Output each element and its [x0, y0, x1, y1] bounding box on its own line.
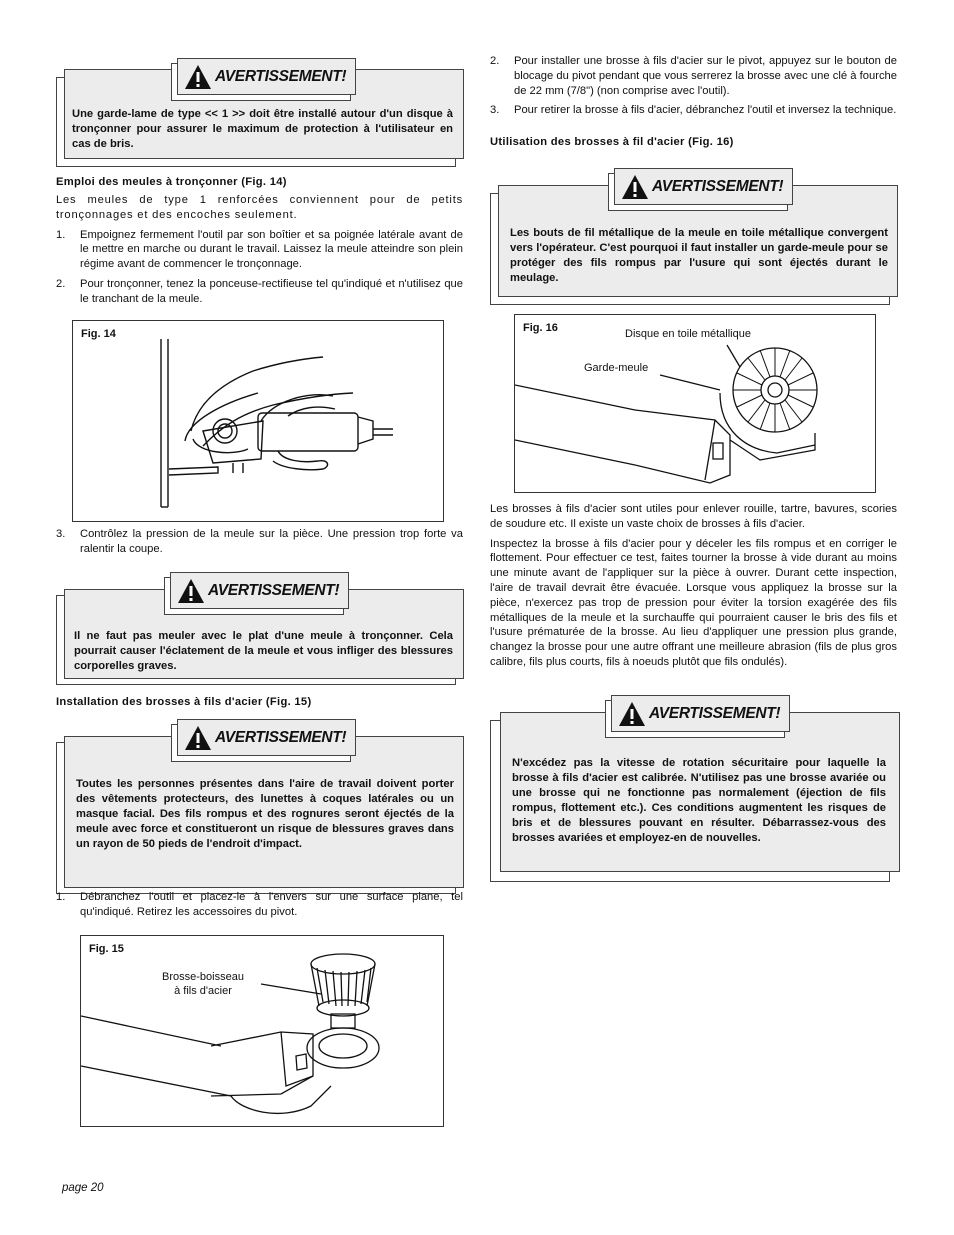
cutoff-grinding-illustration	[73, 321, 443, 521]
figure-label: Fig. 15	[89, 943, 124, 955]
warning-title: AVERTISSEMENT!	[208, 581, 340, 599]
warning-title: AVERTISSEMENT!	[652, 177, 784, 195]
warning-text: Il ne faut pas meuler avec le plat d'une meule à tronçonner. Cela pourrait causer l'éclatement de la meule et vous infliger des blessures corporelles graves.	[74, 630, 453, 672]
figure-14	[72, 320, 444, 522]
page-number: page 20	[62, 1182, 104, 1194]
section-heading-cutoff: Emploi des meules à tronçonner (Fig. 14)	[56, 176, 287, 188]
figure-label: Fig. 16	[523, 322, 558, 334]
figure-label: Fig. 14	[81, 328, 116, 340]
list-item: 2. Pour installer une brosse à fils d'acier sur le pivot, appuyez sur le bouton de blocage du pivot pendant que vous serrerez la brosse avec une clé à fourche de 22 mm (7/8") (non comprise avec l'outil).	[490, 55, 897, 97]
warning-triangle-icon	[184, 725, 212, 751]
list-item: 2. Pour tronçonner, tenez la ponceuse-rectifieuse tel qu'indiqué et n'utilisez que le tranchant de la meule.	[56, 277, 463, 305]
list-item: 1. Empoignez fermement l'outil par son boîtier et sa poignée latérale avant de le mettre en marche ou durant le travail. Laissez la meule atteindre son plein régime avant de commencer le tronçonnage.	[56, 228, 463, 271]
list-item: 3. Pour retirer la brosse à fils d'acier, débranchez l'outil et inversez la technique.	[490, 104, 897, 117]
warning-triangle-icon	[184, 64, 212, 90]
warning-text: Toutes les personnes présentes dans l'aire de travail doivent porter des vêtements protecteurs, des lunettes à coques latérales ou un masque facial. Des fils rompus et des rognures seront éjectés de la meule avec force et constitueront un risque de blessures graves dans un rayon de 50 pieds de l'endroit d'impact.	[76, 778, 454, 850]
callout-cup-brush: Brosse-boisseau à fils d'acier	[162, 971, 244, 997]
wire-wheel-illustration	[515, 315, 875, 492]
paragraph-wire-uses: Les brosses à fils d'acier sont utiles pour enlever rouille, tartre, bavures, scories de soudure etc. Il existe un vaste choix de brosses à fils d'acier.	[490, 503, 897, 530]
list-item: 1. Débranchez l'outil et placez-le à l'envers sur une surface plane, tel qu'indiqué. Retirez les accessoires du pivot.	[56, 891, 463, 918]
list-item: 3. Contrôlez la pression de la meule sur la pièce. Une pression trop forte va ralentir la coupe.	[56, 528, 463, 555]
figure-16	[514, 314, 876, 493]
warning-title: AVERTISSEMENT!	[215, 67, 347, 85]
warning-text: N'excédez pas la vitesse de rotation sécuritaire pour laquelle la brosse à fils d'acier est calibrée. N'utilisez pas une brosse avariée ou une brosse qui ne fonctionne pas normalement (éjection de fils rompus, flottement etc.). Ces conditions augmentent les risques de bris et de blessures pouvant en résulter. Débarrassez-vous des brosses avariées et employez-en de nouvelles.	[512, 757, 886, 844]
paragraph-intro: Les meules de type 1 renforcées conviennent pour de petits tronçonnages et des encoches seulement.	[56, 194, 463, 221]
callout-guard: Garde-meule	[584, 362, 649, 374]
warning-text: Les bouts de fil métallique de la meule en toile métallique convergent vers l'opérateur. C'est pourquoi il faut installer un garde-meule pour se protéger des fils rompus par l'usure qui sont éjectés durant le meulage.	[510, 227, 888, 284]
warning-text: Une garde-lame de type << 1 >> doit être installé autour d'un disque à tronçonner pour assurer le maximum de protection à l'utilisateur en cas de bris.	[72, 108, 453, 150]
cup-brush-illustration	[81, 936, 443, 1126]
warning-triangle-icon	[618, 701, 646, 727]
warning-title: AVERTISSEMENT!	[649, 704, 781, 722]
section-heading-brush-install: Installation des brosses à fils d'acier (Fig. 15)	[56, 696, 312, 708]
section-heading-wire-brush: Utilisation des brosses à fil d'acier (Fig. 16)	[490, 136, 734, 149]
warning-triangle-icon	[621, 174, 649, 200]
figure-15	[80, 935, 444, 1127]
warning-triangle-icon	[177, 578, 205, 604]
callout-wire-disc: Disque en toile métallique	[625, 328, 751, 340]
paragraph-wire-inspection: Inspectez la brosse à fils d'acier pour y déceler les fils rompus et en corriger le flottement. Pour effectuer ce test, faites tourner la brosse à vide durant au moins une minute avant de l'appliquer sur la pièce à ouvrer. Durant cette inspection, l'aire de travail devrait être évacuée. Lorsque vous appliquez la brosse sur la pièce, n'exercez pas trop de pression pour éviter la torsion exagérée des fils métalliques de la meule et la surchauffe qui pourraient causer le bris des fils et l'usure prématurée de la brosse. Au lieu d'appliquer une pression plus grande, changez la brosse pour une autre offrant une meilleure abrasion (fils de plus gros calibre, fils plus courts, fils à noeuds plutôt que fils ondulés).	[490, 537, 897, 668]
warning-title: AVERTISSEMENT!	[215, 728, 347, 746]
